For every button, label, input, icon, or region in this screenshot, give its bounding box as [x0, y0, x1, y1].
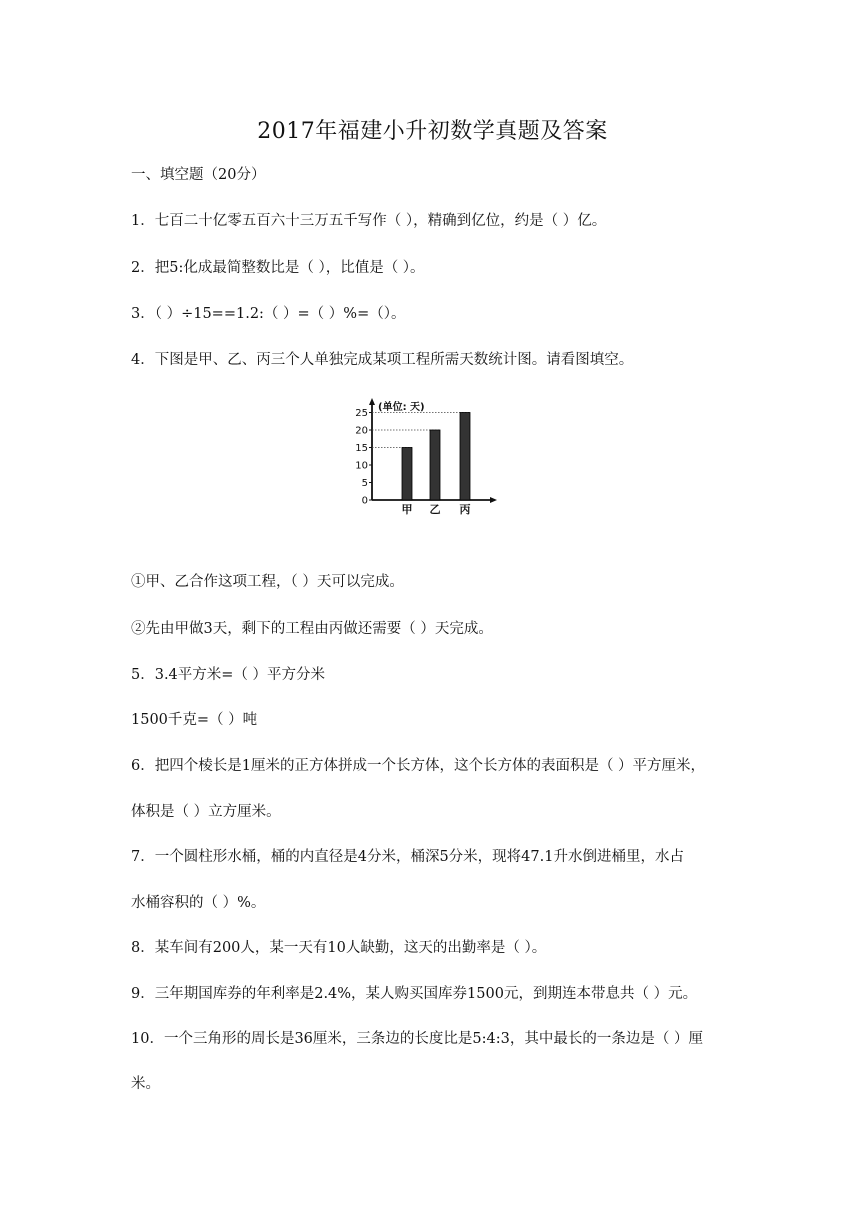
- question-4-part-1: ①甲、乙合作这项工程，（ ）天可以完成。: [131, 574, 404, 590]
- question-10-line-1: 10．一个三角形的周长是36厘米，三条边的长度比是5:4:3，其中最长的一条边是（ ）厘: [131, 1031, 703, 1047]
- section-heading: 一、填空题（20分）: [131, 167, 266, 183]
- question-5-part-1: 5．3.4平方米=（ ）平方分米: [131, 667, 326, 683]
- y-tick-label: 10: [355, 460, 368, 472]
- x-category-label: 丙: [459, 503, 471, 516]
- page-title: 2017年福建小升初数学真题及答案: [257, 119, 608, 144]
- question-2: 2．把5:化成最简整数比是（ ），比值是（ ）。: [131, 260, 425, 276]
- question-6-line-2: 体积是（ ）立方厘米。: [131, 804, 281, 820]
- question-9: 9．三年期国库券的年利率是2.4%，某人购买国库券1500元，到期连本带息共（ ）元。: [131, 986, 698, 1002]
- question-10-line-2: 米。: [131, 1076, 160, 1092]
- y-axis-arrow: [369, 398, 375, 405]
- y-tick-label: 20: [355, 425, 368, 437]
- x-axis-arrow: [490, 497, 497, 503]
- bar-乙: [430, 430, 440, 500]
- bar-丙: [460, 413, 470, 501]
- question-8: 8．某车间有200人，某一天有10人缺勤，这天的出勤率是（ ）。: [131, 940, 547, 956]
- bar-甲: [402, 448, 412, 501]
- question-4-part-2: ②先由甲做3天，剩下的工程由丙做还需要（ ）天完成。: [131, 621, 493, 637]
- bar-chart: [350, 394, 500, 518]
- question-7-line-1: 7．一个圆柱形水桶，桶的内直径是4分米，桶深5分米，现将47.1升水倒进桶里，水占: [131, 849, 684, 865]
- y-tick-label: 0: [361, 495, 368, 507]
- question-5-part-2: 1500千克=（ ）吨: [131, 712, 258, 728]
- question-4: 4．下图是甲、乙、丙三个人单独完成某项工程所需天数统计图。请看图填空。: [131, 352, 634, 368]
- question-6-line-1: 6．把四个棱长是1厘米的正方体拼成一个长方体，这个长方体的表面积是（ ）平方厘米，: [131, 758, 706, 774]
- x-category-label: 乙: [429, 503, 441, 516]
- chart-unit-label: (单位: 天): [378, 402, 425, 413]
- y-tick-label: 25: [355, 408, 368, 419]
- question-3: 3．（ ）÷15==1.2:（ ）=（ ）%=（）。: [131, 306, 406, 322]
- y-tick-label: 5: [361, 478, 368, 489]
- question-7-line-2: 水桶容积的（ ）%。: [131, 895, 266, 911]
- y-tick-label: 15: [355, 443, 368, 454]
- x-category-label: 甲: [401, 503, 413, 516]
- question-1: 1．七百二十亿零五百六十三万五千写作（ ），精确到亿位，约是（ ）亿。: [131, 213, 607, 229]
